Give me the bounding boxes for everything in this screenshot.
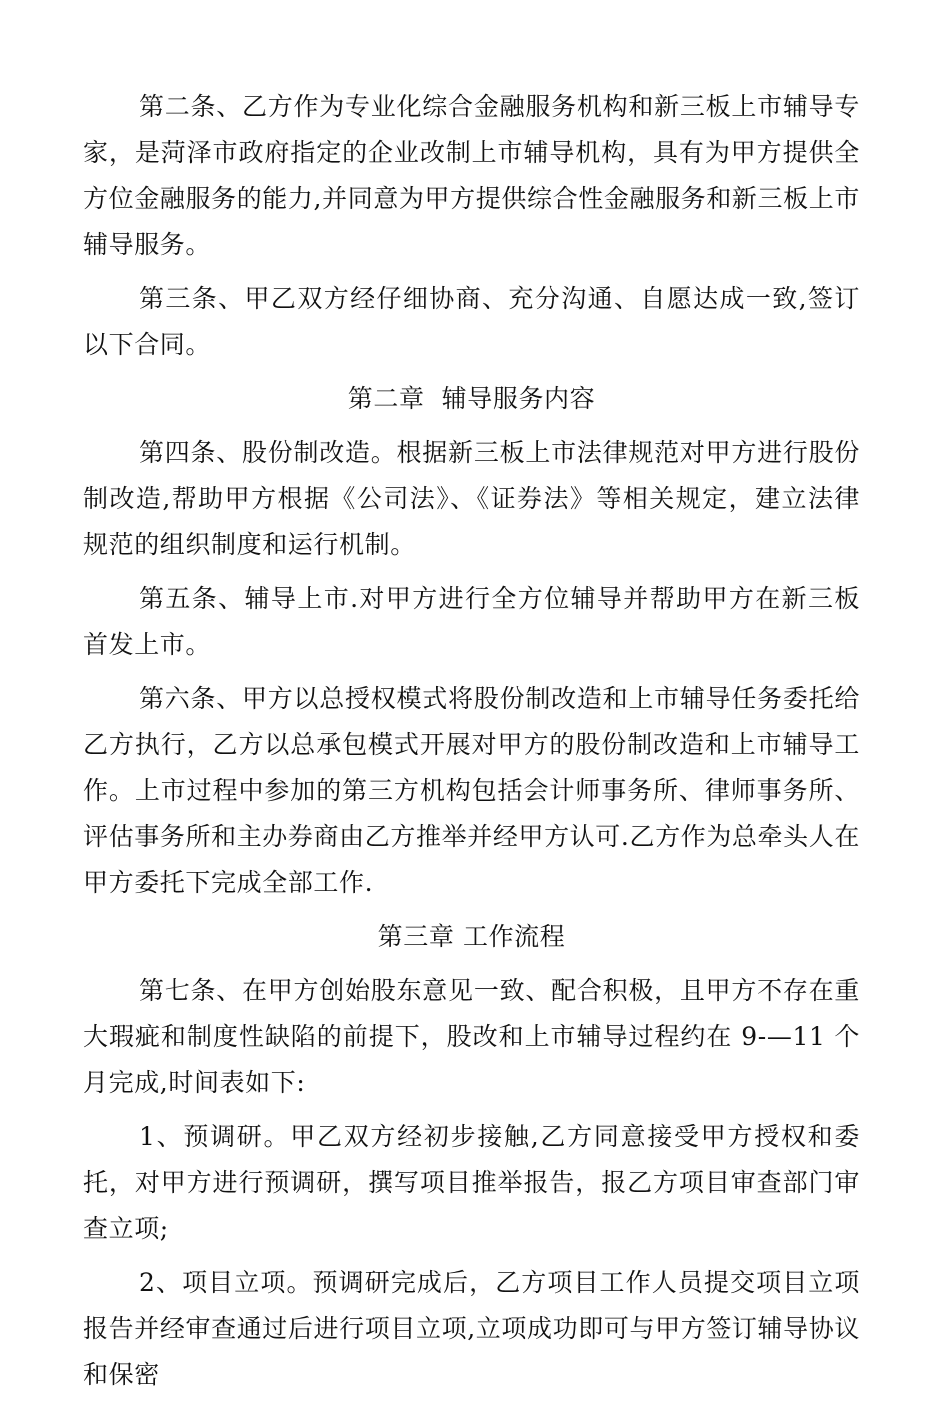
article-7-paragraph: 第七条、在甲方创始股东意见一致、配合积极，且甲方不存在重大瑕疵和制度性缺陷的前提下，股改和上市辅导过程约在 9-—11 个月完成,时间表如下:: [83, 976, 860, 1097]
step-2-paragraph: 2、项目立项。预调研完成后，乙方项目工作人员提交项目立项报告并经审查通过后进行项目立项,立项成功即可与甲方签订辅导协议和保密: [83, 1268, 860, 1389]
article-2-paragraph: 第二条、乙方作为专业化综合金融服务机构和新三板上市辅导专家，是菏泽市政府指定的企业改制上市辅导机构，具有为甲方提供全方位金融服务的能力,并同意为甲方提供综合性金融服务和新三板上市辅导服务。: [83, 92, 860, 259]
step-1-paragraph: 1、预调研。甲乙双方经初步接触,乙方同意接受甲方授权和委托，对甲方进行预调研，撰写项目推举报告，报乙方项目审查部门审查立项;: [83, 1122, 860, 1243]
chapter-3-heading-text: 第三章 工作流程: [377, 922, 566, 951]
article-5-paragraph: 第五条、辅导上市.对甲方进行全方位辅导并帮助甲方在新三板首发上市。: [83, 584, 860, 659]
article-6-paragraph: 第六条、甲方以总授权模式将股份制改造和上市辅导任务委托给乙方执行，乙方以总承包模式开展对甲方的股份制改造和上市辅导工作。上市过程中参加的第三方机构包括会计师事务所、律师事务所、评估事务所和主办券商由乙方推举并经甲方认可.乙方作为总牵头人在甲方委托下完成全部工作.: [83, 684, 860, 897]
chapter-2-heading: [83, 376, 860, 422]
article-3-paragraph: 第三条、甲乙双方经仔细协商、充分沟通、自愿达成一致,签订以下合同。: [83, 284, 860, 359]
article-4-paragraph: 第四条、股份制改造。根据新三板上市法律规范对甲方进行股份制改造,帮助甲方根据《公司法》、《证券法》等相关规定，建立法律规范的组织制度和运行机制。: [83, 438, 860, 559]
chapter-3-heading: [83, 914, 860, 960]
chapter-2-heading-text: 第二章 辅导服务内容: [347, 384, 596, 413]
document-body: [83, 84, 860, 1406]
